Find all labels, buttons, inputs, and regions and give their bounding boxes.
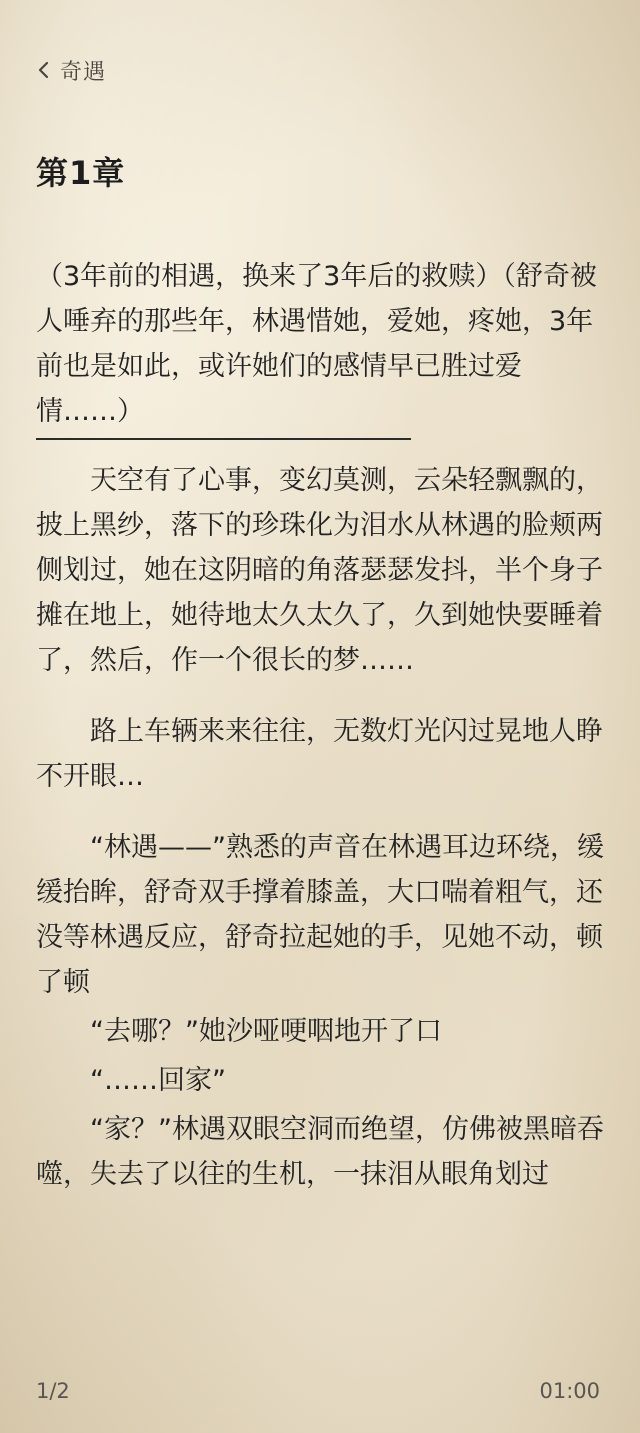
paragraph: 天空有了心事，变幻莫测，云朵轻飘飘的，披上黑纱，落下的珍珠化为泪水从林遇的脸颊两侧划过，她在这阴暗的角落瑟瑟发抖，半个身子摊在地上，她待地太久太久了，久到她快要睡着了，然后，作一个很长的梦…… <box>36 465 603 676</box>
back-button[interactable] <box>34 52 106 88</box>
paragraph: “林遇——”熟悉的声音在林遇耳边环绕，缓缓抬眸，舒奇双手撑着膝盖，大口喘着粗气，还没等林遇反应，舒奇拉起她的手，见她不动，顿了顿 <box>36 832 604 998</box>
book-title: 奇遇 <box>60 59 107 85</box>
paragraph: “去哪？”她沙哑哽咽地开了口 <box>90 1016 442 1047</box>
paragraph: “家？”林遇双眼空洞而绝望，仿佛被黑暗吞噬，失去了以往的生机，一抹泪从眼角划过 <box>36 1114 604 1190</box>
chapter-intro: （3年前的相遇，换来了3年后的救赎）（舒奇被人唾弃的那些年，林遇惜她，爱她，疼她，3年前也是如此，或许她们的感情早已胜过爱情……） <box>36 261 597 427</box>
reader-footer <box>36 1376 600 1406</box>
reading-content[interactable] <box>36 254 606 1197</box>
chevron-left-icon <box>34 60 54 80</box>
paragraph: 路上车辆来来往往，无数灯光闪过晃地人睁不开眼… <box>36 716 603 792</box>
paragraph: “……回家” <box>90 1065 226 1096</box>
clock-time: 01:00 <box>539 1379 600 1403</box>
page-indicator: 1/2 <box>36 1379 70 1403</box>
chapter-title: 第1章 <box>36 154 126 192</box>
